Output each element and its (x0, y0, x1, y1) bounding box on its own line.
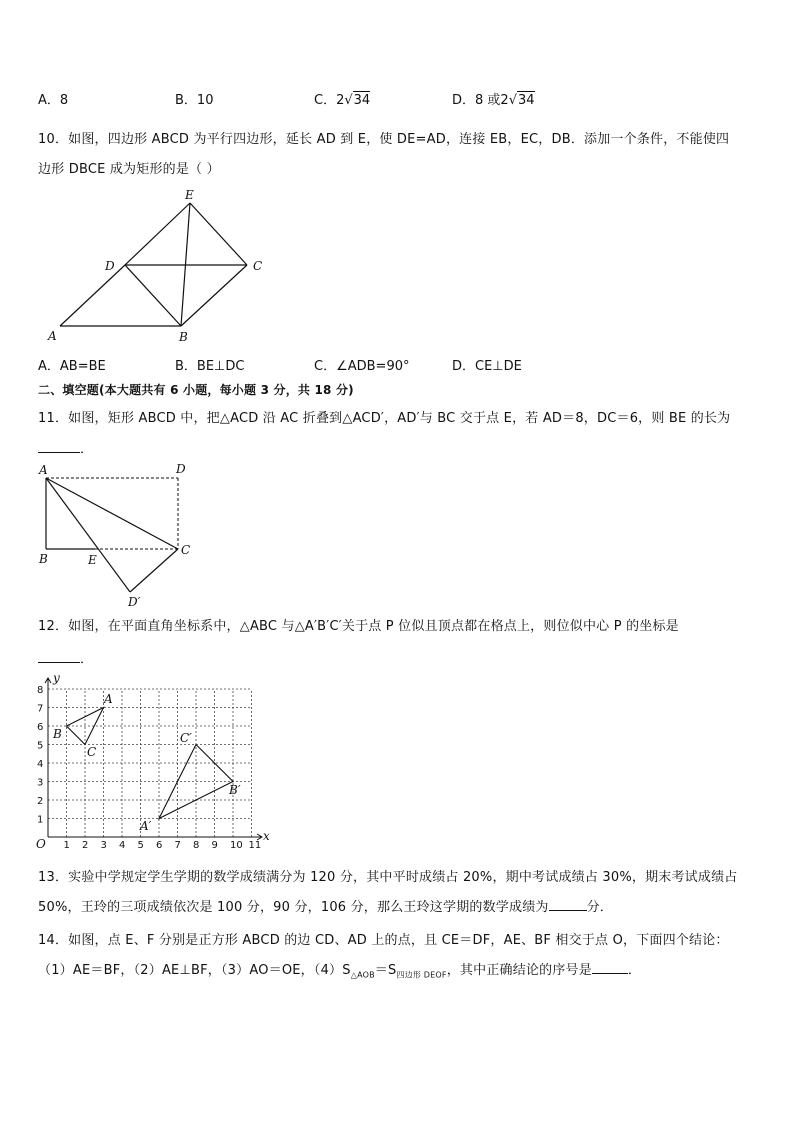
q11-line-ad-prime (46, 478, 130, 592)
q11-answer-blank[interactable] (38, 440, 80, 453)
q10-option-a: A．AB=BE (38, 359, 106, 374)
q10-label-b: B (179, 330, 188, 344)
q12-label-b: B (53, 727, 62, 741)
q13-text-line1: 13．实验中学规定学生学期的数学成绩满分为 120 分，其中平时成绩占 20%，期中考试成绩占 30%，期末考试成绩占 (38, 870, 738, 885)
q13-text-line2: 50%，王玲的三项成绩依次是 100 分，90 分，106 分，那么王玲这学期的数学成绩为 分． (38, 900, 613, 915)
q11-text-line1: 11．如图，矩形 ABCD 中，把△ACD 沿 AC 折叠到△ACD′，AD′与 BC 交于点 E，若 AD＝8，DC＝6，则 BE 的长为 (38, 411, 731, 426)
q12-x-tick-label: 9 (211, 840, 218, 851)
q12-label-a: A (104, 692, 113, 706)
q12-y-tick-label: 7 (37, 703, 44, 715)
q12-label-x: x (263, 829, 270, 843)
q12-label-b-prime: B′ (229, 783, 241, 797)
q12-text-line2: ． (38, 648, 93, 667)
q9-option-a: A．8 (38, 93, 69, 108)
q11-label-b: B (39, 552, 48, 566)
q12-coordinate-figure (30, 672, 275, 852)
q12-label-o: O (36, 837, 46, 851)
q12-y-tick-label: 3 (37, 777, 44, 789)
q12-y-tick-label: 5 (37, 740, 44, 752)
q11-label-e: E (88, 553, 97, 567)
q12-x-tick-label: 1 (63, 840, 70, 851)
q12-x-tick-label: 7 (174, 840, 181, 851)
q12-y-tick-label: 4 (37, 759, 44, 770)
q12-x-tick-label: 6 (156, 840, 163, 851)
q10-label-a: A (48, 329, 57, 343)
q11-line-ac (46, 478, 178, 549)
q10-label-d: D (105, 259, 115, 273)
q12-label-y: y (53, 672, 60, 685)
q12-x-tick-label: 2 (82, 840, 89, 851)
q12-x-tick-label: 11 (248, 840, 262, 851)
q12-label-c: C (87, 745, 97, 759)
q12-label-a-prime: A′ (140, 819, 152, 833)
q11-text-line2: ． (38, 438, 93, 457)
q10-option-c: C．∠ADB=90° (314, 359, 410, 374)
q14-text-line1: 14．如图，点 E、F 分别是正方形 ABCD 的边 CD、AD 上的点，且 CE＝DF，AE、BF 相交于点 O，下面四个结论： (38, 933, 729, 948)
q10-figure (40, 186, 280, 346)
q12-text-line1: 12．如图，在平面直角坐标系中，△ABC 与△A′B′C′关于点 P 位似且顶点都在格点上，则位似中心 P 的坐标是 (38, 619, 679, 634)
q12-answer-blank[interactable] (38, 650, 80, 663)
q10-line-bc (181, 265, 247, 326)
q9-option-d: D．8 或2√34 (452, 93, 535, 108)
q9-option-c: C．2√34 (314, 93, 371, 108)
q12-x-tick-label: 10 (230, 840, 243, 851)
section-heading: 二、填空题(本大题共有 6 小题，每小题 3 分，共 18 分) (38, 383, 354, 397)
q11-label-dprime: D′ (128, 595, 141, 609)
q11-figure (36, 460, 206, 610)
q10-option-d: D．CE⊥DE (452, 359, 522, 374)
q9-option-b: B．10 (175, 93, 214, 108)
q10-line-de (125, 203, 190, 265)
q12-x-tick-label: 5 (137, 840, 144, 851)
q12-x-tick-label: 4 (119, 840, 126, 851)
q11-label-c: C (181, 543, 191, 557)
q10-text-line1: 10．如图，四边形 ABCD 为平行四边形，延长 AD 到 E，使 DE=AD，连接 EB，EC，DB．添加一个条件，不能使四 (38, 132, 730, 147)
q11-label-d: D (176, 462, 186, 476)
q10-option-b: B．BE⊥DC (175, 359, 245, 374)
q10-line-db (125, 265, 181, 326)
q10-line-ec (190, 203, 247, 265)
q12-y-tick-label: 2 (37, 796, 44, 807)
q14-answer-blank[interactable] (592, 961, 628, 974)
q12-x-tick-label: 8 (193, 840, 200, 851)
q12-y-tick-label: 1 (37, 814, 44, 826)
q14-text-line2: （1）AE＝BF，（2）AE⊥BF，（3）AO＝OE，$(4)S_{\triangle AOB}=S_{四边形 DEOF}$，其中正确结论的序号是 ． (38, 963, 642, 980)
q10-label-c: C (253, 259, 263, 273)
q10-label-e: E (185, 188, 194, 202)
q10-text-line2: 边形 DBCE 成为矩形的是（ ） (38, 162, 220, 177)
q13-answer-blank[interactable] (549, 898, 587, 911)
q12-y-tick-label: 6 (37, 722, 44, 733)
q12-y-tick-label: 8 (37, 685, 44, 696)
q11-line-cd-prime (130, 549, 178, 592)
q12-label-c-prime: C′ (180, 731, 192, 745)
q11-label-a: A (39, 463, 48, 477)
q12-x-tick-label: 3 (100, 840, 107, 851)
q10-line-ad (60, 265, 125, 326)
